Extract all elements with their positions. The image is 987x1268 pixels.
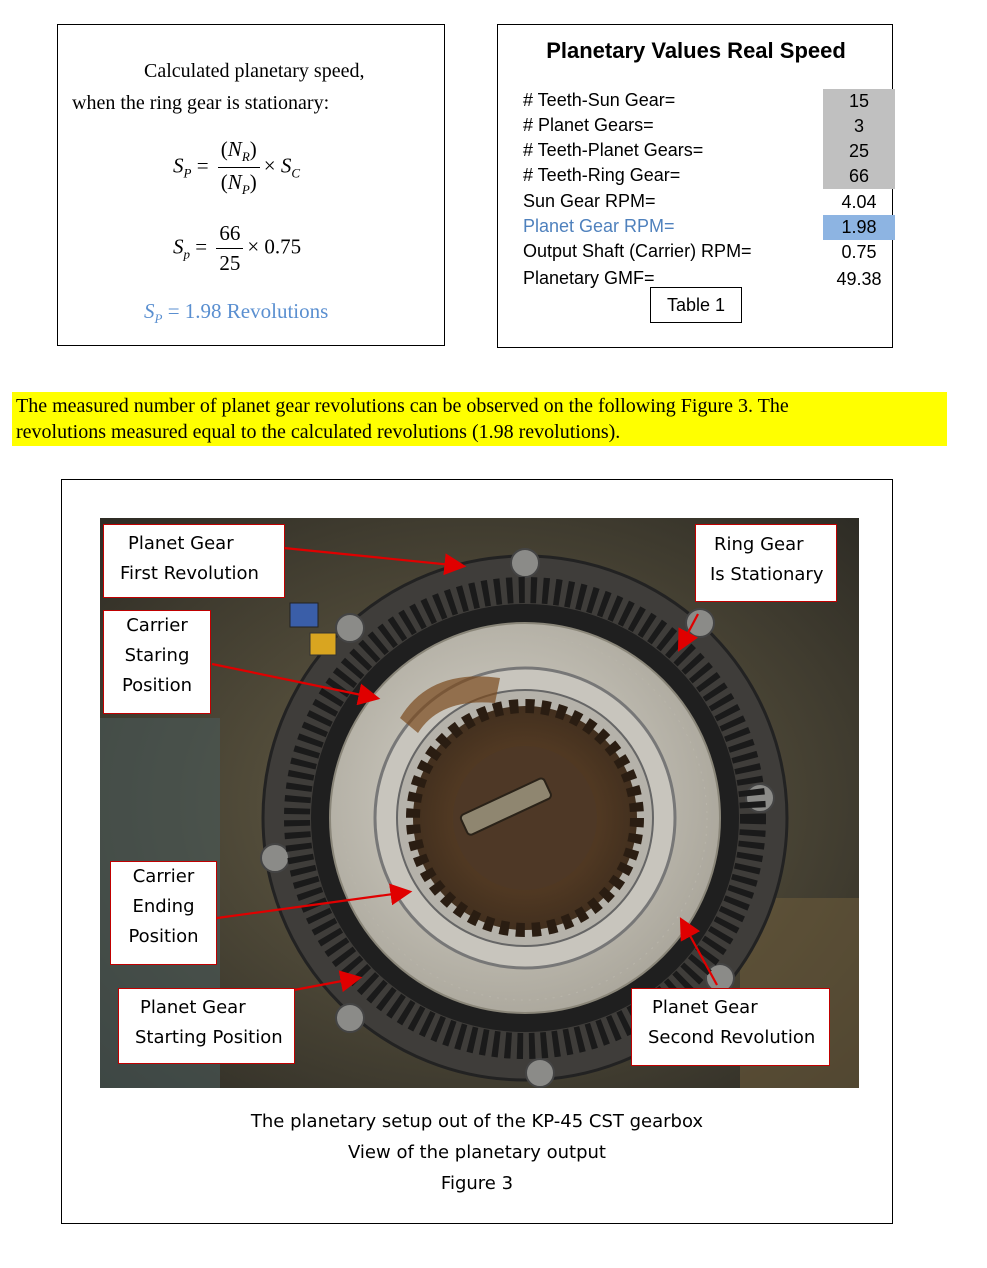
row-value: 25 xyxy=(823,139,895,164)
row-value: 0.75 xyxy=(841,242,877,262)
callout-planet-starting-position: Planet Gear Starting Position xyxy=(118,988,295,1064)
table-row xyxy=(523,190,877,215)
formula-intro-line1: Calculated planetary speed, xyxy=(144,60,365,82)
highlighted-paragraph xyxy=(12,392,947,446)
arrow-planet-start xyxy=(294,978,358,990)
equation-result: $S_P = 1.98$ Revolutions xyxy=(144,299,329,327)
paragraph-line2: revolutions measured equal to the calculated revolutions (1.98 revolutions). xyxy=(16,421,621,443)
row-value: 66 xyxy=(823,164,895,189)
paragraph-line1: The measured number of planet gear revolutions can be observed on the following Figure 3. The xyxy=(16,395,789,417)
figure-3 xyxy=(61,479,893,1224)
row-label: Planetary GMF= xyxy=(523,268,655,288)
row-value: 1.98 xyxy=(823,215,895,240)
row-value: 4.04 xyxy=(841,192,877,212)
planetary-values-table xyxy=(497,24,893,348)
row-label: # Teeth-Planet Gears= xyxy=(523,140,704,160)
equation-general: $S_P$ = $\frac{(N_R)}{(N_P)}$ × $S_C$ xyxy=(173,137,301,198)
table-row xyxy=(523,139,868,164)
gearbox-photo xyxy=(100,518,859,1088)
callout-planet-first-revolution: Planet Gear First Revolution xyxy=(103,524,285,598)
callout-planet-second-revolution: Planet Gear Second Revolution xyxy=(631,988,830,1066)
row-label: Planet Gear RPM= xyxy=(523,216,675,236)
arrow-ring-stationary xyxy=(680,614,698,648)
row-value: 15 xyxy=(823,89,895,114)
callout-ring-gear-stationary: Ring Gear Is Stationary xyxy=(695,524,837,602)
row-label: # Planet Gears= xyxy=(523,115,654,135)
table-caption: Table 1 xyxy=(650,287,742,323)
row-value: 3 xyxy=(823,114,895,139)
table-row xyxy=(523,114,868,139)
figure-caption-line3: Figure 3 xyxy=(440,1173,514,1194)
row-label: # Teeth-Ring Gear= xyxy=(523,165,681,185)
figure-caption xyxy=(62,1106,892,1199)
formula-intro xyxy=(72,55,432,119)
row-label: Sun Gear RPM= xyxy=(523,191,656,211)
table-row xyxy=(523,240,877,265)
figure-caption-line2: View of the planetary output xyxy=(348,1142,606,1163)
formula-box xyxy=(57,24,445,346)
arrow-planet-second xyxy=(682,921,717,985)
table-row xyxy=(523,164,868,189)
callout-carrier-starting-position: Carrier Staring Position xyxy=(103,610,211,714)
row-value: 49.38 xyxy=(836,269,882,289)
row-label: # Teeth-Sun Gear= xyxy=(523,90,676,110)
fraction-substituted: $\frac{66}{25}$ xyxy=(216,221,243,276)
equation-substituted: $S_p$ = $\frac{66}{25}$ × 0.75 xyxy=(173,221,302,275)
arrow-planet-first xyxy=(284,548,462,566)
formula-intro-line2: when the ring gear is stationary: xyxy=(72,92,330,114)
row-label: Output Shaft (Carrier) RPM= xyxy=(523,241,752,261)
table-title: Planetary Values Real Speed xyxy=(546,38,846,63)
table-row xyxy=(523,89,868,114)
callout-carrier-ending-position: Carrier Ending Position xyxy=(110,861,217,965)
fraction-general: $\frac{(N_R)}{(N_P)}$ xyxy=(218,137,260,198)
figure-caption-line1: The planetary setup out of the KP-45 CST gearbox xyxy=(250,1111,704,1132)
arrow-carrier-start xyxy=(212,664,376,698)
arrow-carrier-end xyxy=(217,892,408,918)
table-row-highlighted xyxy=(523,215,877,240)
